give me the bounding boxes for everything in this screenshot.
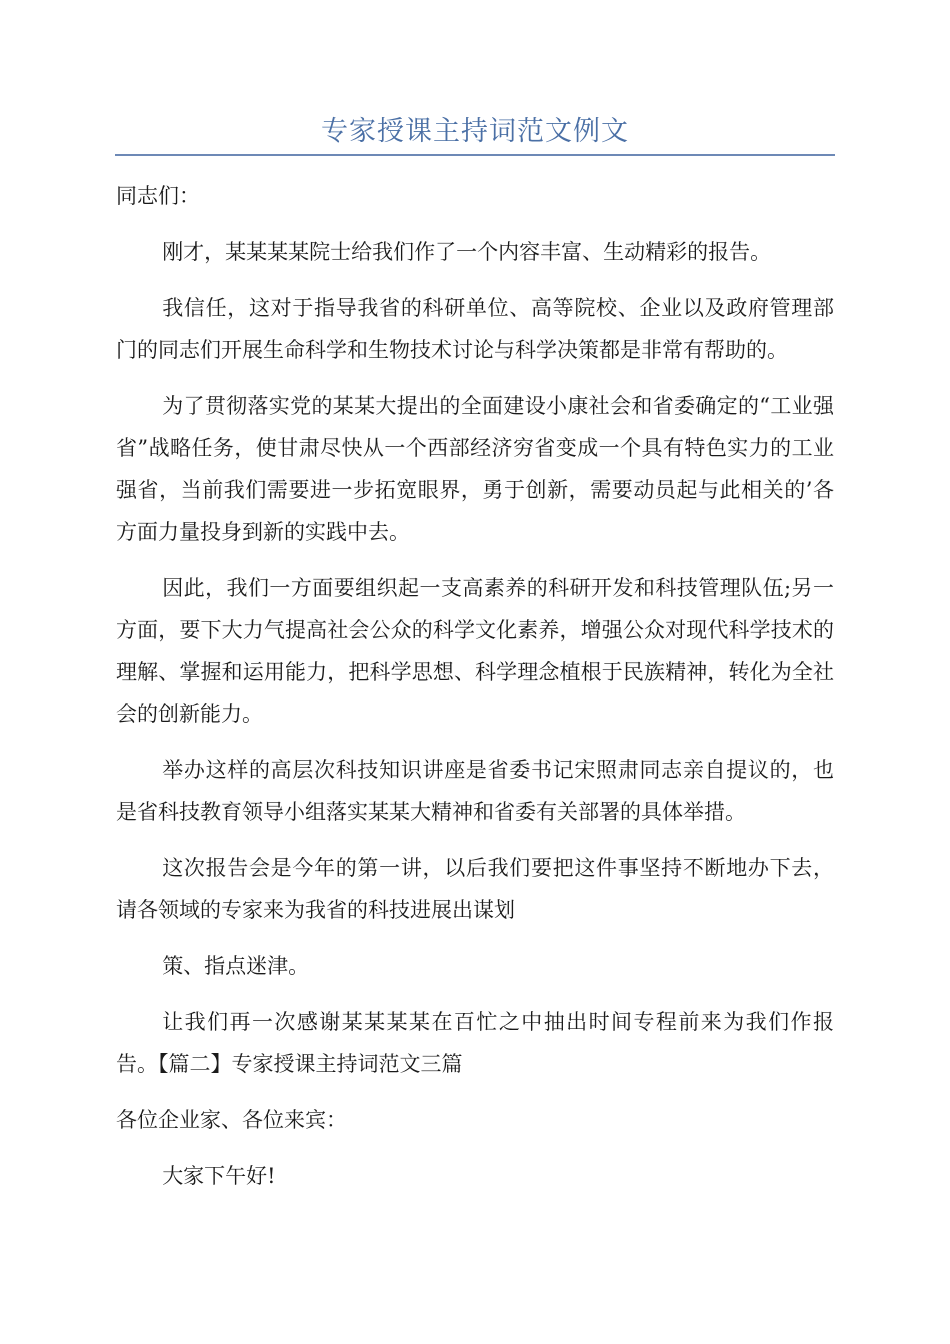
- paragraph: 我信任，这对于指导我省的科研单位、高等院校、企业以及政府管理部门的同志们开展生命科学和生物技术讨论与科学决策都是非常有帮助的。: [116, 296, 834, 362]
- title-underline: [115, 154, 835, 156]
- paragraph: 刚才，某某某某院士给我们作了一个内容丰富、生动精彩的报告。: [162, 240, 772, 264]
- document-body: [116, 175, 834, 1211]
- paragraph: 为了贯彻落实党的某某大提出的全面建设小康社会和省委确定的“工业强省”战略任务，使甘肃尽快从一个西部经济穷省变成一个具有特色实力的工业强省，当前我们需要进一步拓宽眼界，勇于创新，需要动员起与此相关的’各方面力量投身到新的实践中去。: [116, 394, 834, 544]
- paragraph: 这次报告会是今年的第一讲，以后我们要把这件事坚持不断地办下去，请各领域的专家来为我省的科技进展出谋划: [116, 856, 834, 922]
- paragraph: 让我们再一次感谢某某某某在百忙之中抽出时间专程前来为我们作报告。【篇二】专家授课主持词范文三篇: [116, 1010, 834, 1076]
- paragraph: 因此，我们一方面要组织起一支高素养的科研开发和科技管理队伍;另一方面，要下大力气提高社会公众的科学文化素养，增强公众对现代科学技术的理解、掌握和运用能力，把科学思想、科学理念植根于民族精神，转化为全社会的创新能力。: [116, 576, 834, 726]
- paragraph-salutation: 各位企业家、各位来宾：: [116, 1108, 347, 1132]
- paragraph: 策、指点迷津。: [162, 954, 310, 978]
- paragraph-greeting: 大家下午好!: [162, 1164, 276, 1188]
- document-title: 专家授课主持词范文例文: [321, 116, 629, 147]
- paragraph: 举办这样的高层次科技知识讲座是省委书记宋照肃同志亲自提议的，也是省科技教育领导小组落实某某大精神和省委有关部署的具体举措。: [116, 758, 834, 824]
- paragraph-salutation: 同志们：: [116, 184, 200, 208]
